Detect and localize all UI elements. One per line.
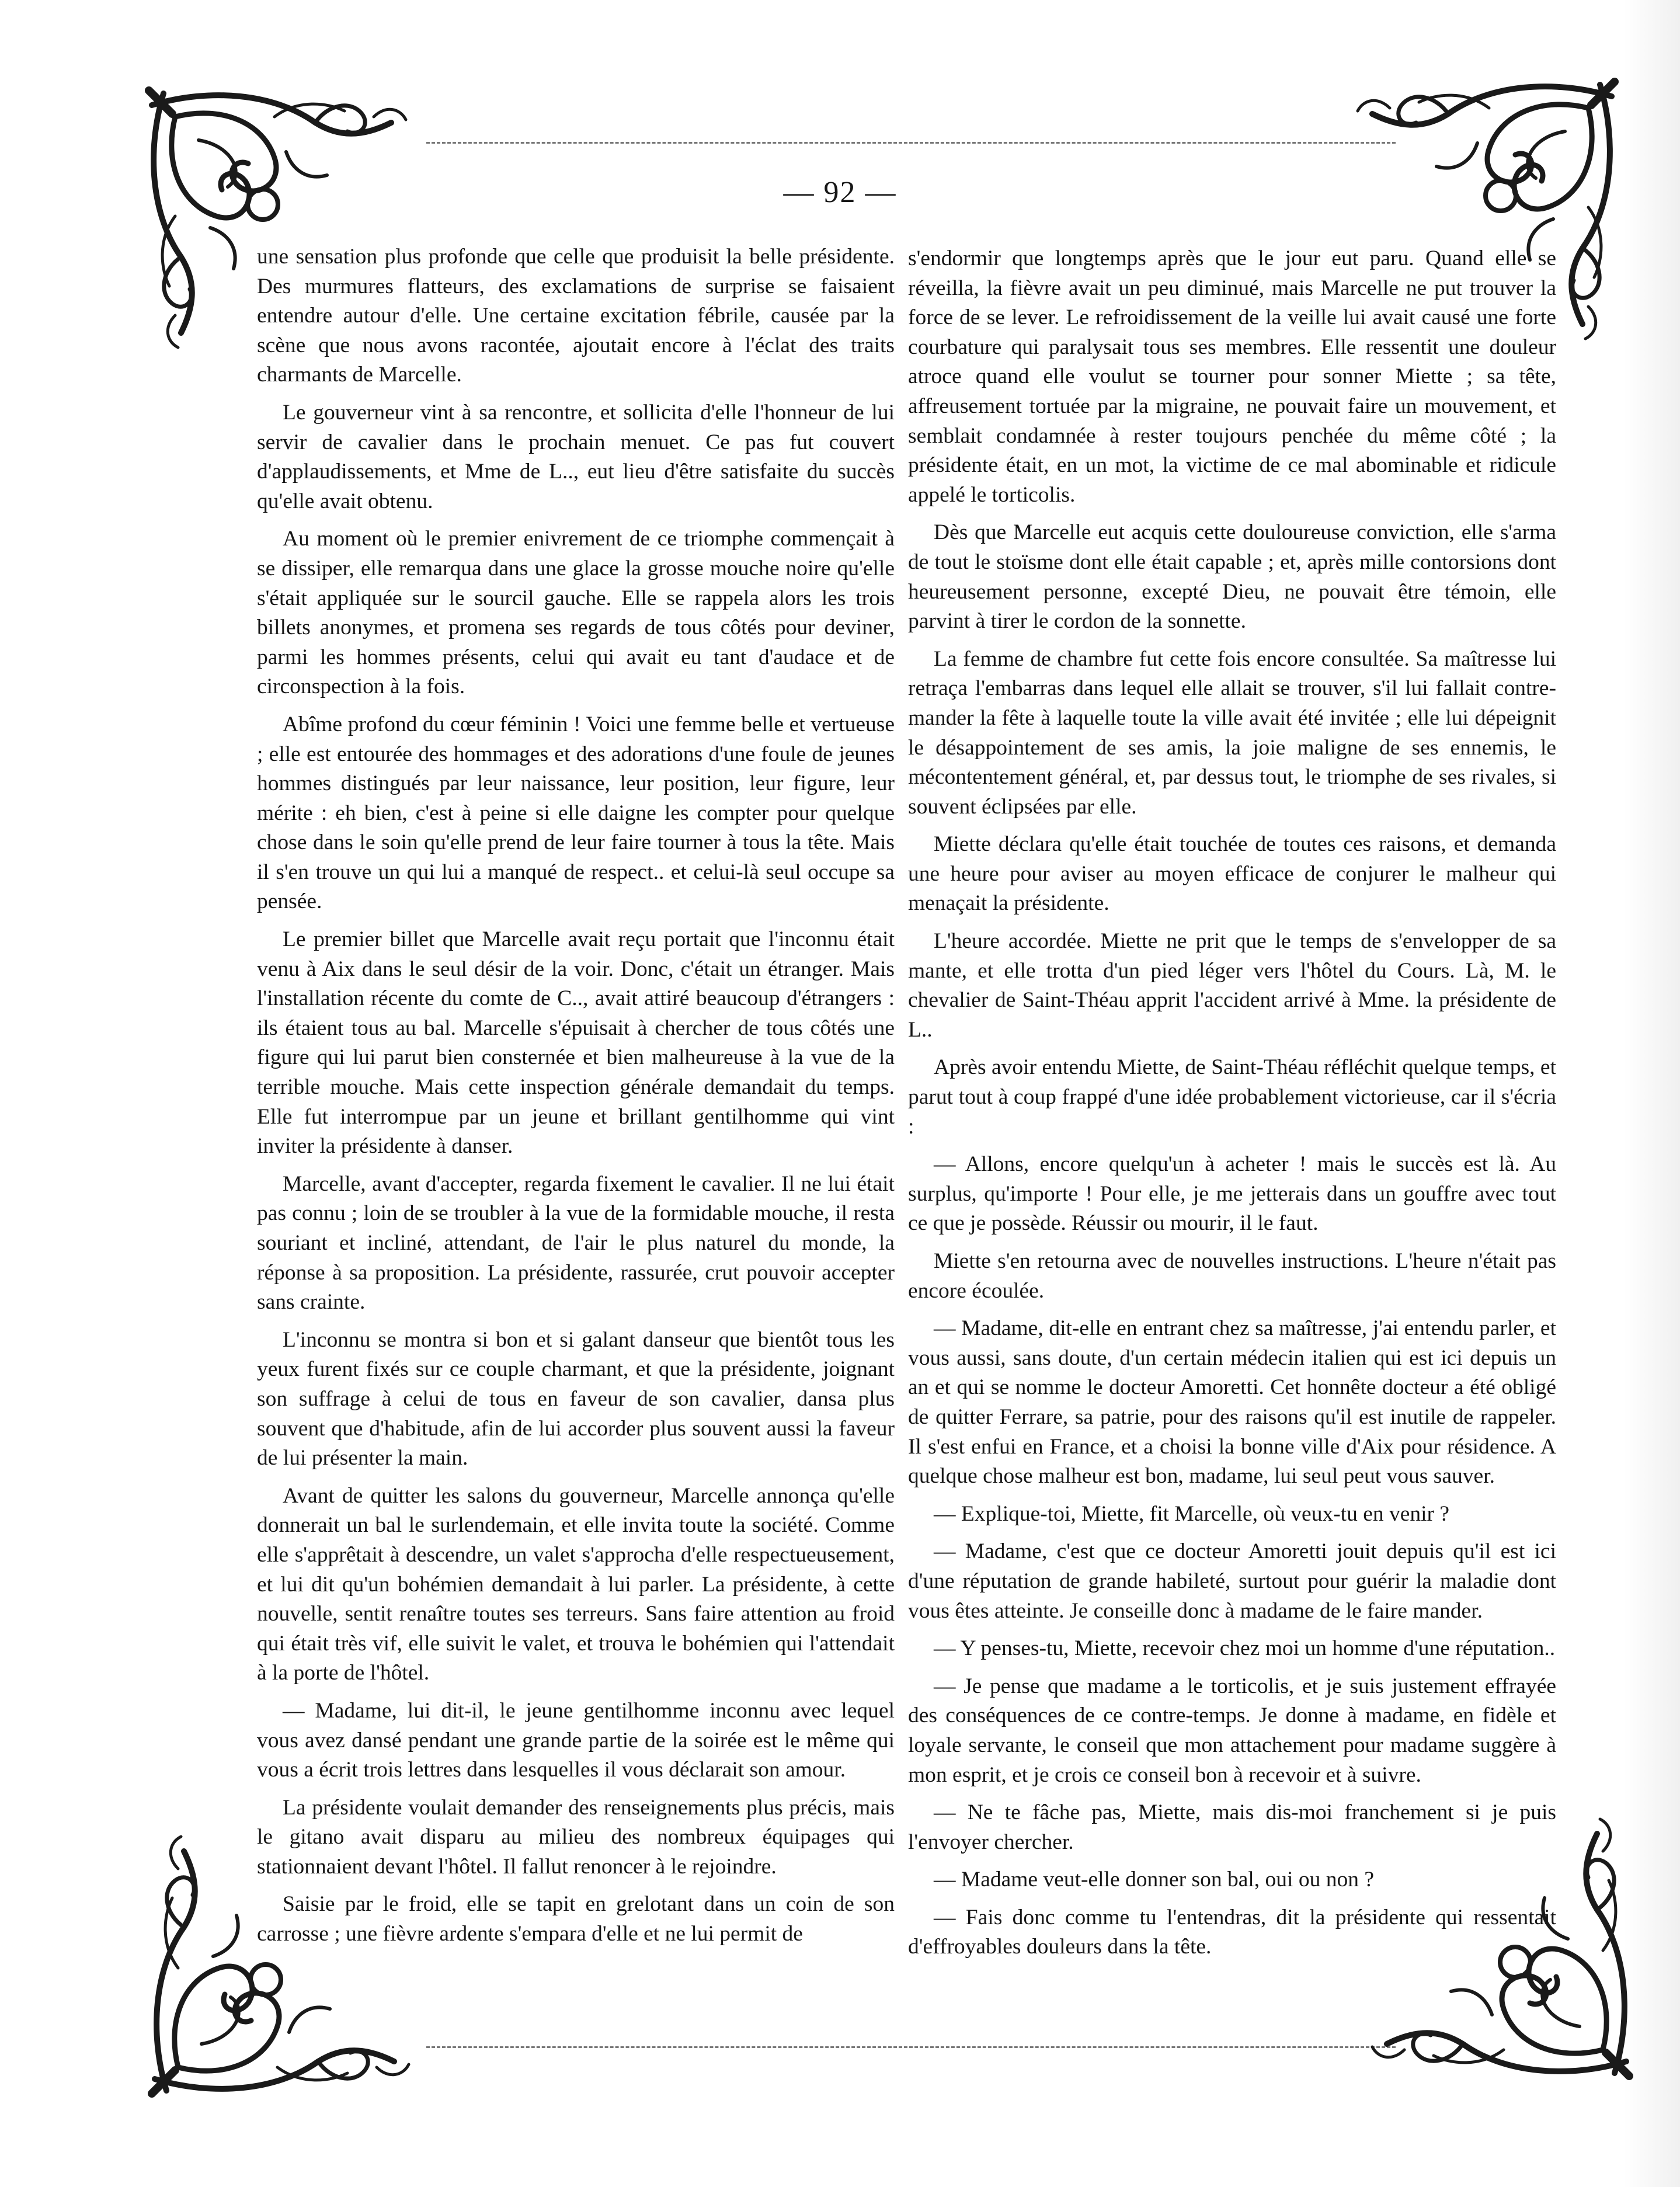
paragraph: Abîme profond du cœur féminin ! Voici une femme belle et vertueuse ; elle est entourée des hommages et des adorations d'une foule de jeunes hommes distingués par leur naissance, leur position, leur figure, leur mérite : eh bien, c'est à peine si elle daigne les compter pour quelque chose dans le soin qu'elle prend de leur faire tourner à tous la tête. Mais il s'en trouve un qui lui a manqué de respect.. et celui-là seul occupe sa pensée.	[257, 712, 895, 914]
paragraph: Saisie par le froid, elle se tapit en grelotant dans un coin de son carrosse ; une fièvre ardente s'empara d'elle et ne lui permit de	[257, 1892, 895, 1946]
paragraph: Avant de quitter les salons du gouverneur, Marcelle annonça qu'elle donnerait un bal le surlendemain, et elle invita toute la société. Comme elle s'apprêtait à descendre, un valet s'approcha d'elle respectueusement, et lui dit qu'un bohémien demandait à lui parler. La présidente, à cette nouvelle, sentit renaître toutes ses terreurs. Sans faire attention au froid qui était très vif, elle suivit le valet, et trouva le bohémien qui l'attendait à la porte de l'hôtel.	[257, 1483, 895, 1685]
paragraph: — Madame veut-elle donner son bal, oui ou non ?	[934, 1868, 1374, 1892]
paragraph: une sensation plus profonde que celle que produisit la belle présidente. Des murmures flatteurs, des exclamations de surprise se faisaient entendre autour d'elle. Une certaine excitation fébrile, causée par la scène que nous avons racontée, ajoutait encore à l'éclat des traits charmants de Marcelle.	[257, 245, 895, 387]
paragraph: L'inconnu se montra si bon et si galant danseur que bientôt tous les yeux furent fixés sur ce couple charmant, et que la présidente, joignant son suffrage à celui de tous en faveur de son cavalier, dansa plus souvent que d'habitude, afin de lui accorder plus souvent aussi la faveur de lui présenter la main.	[257, 1327, 895, 1470]
paragraph: — Allons, encore quelqu'un à acheter ! mais le succès est là. Au surplus, qu'importe ! Pour elle, je me jetterais dans un gouffre avec tout ce que je possède. Réussir ou mourir, il le faut.	[908, 1152, 1556, 1236]
left-text-column	[257, 242, 895, 1957]
paragraph: — Madame, c'est que ce docteur Amoretti jouit depuis qu'il est ici d'une réputation de grande habileté, surtout pour guérir la maladie dont vous êtes atteinte. Je conseille donc à madame de le faire mander.	[908, 1539, 1556, 1623]
paragraph: Le premier billet que Marcelle avait reçu portait que l'inconnu était venu à Aix dans le seul désir de la voir. Donc, c'était un étranger. Mais l'installation récente du comte de C.., avait attiré beaucoup d'étrangers : ils étaient tous au bal. Marcelle s'épuisait à chercher de tous côtés une figure qui lui parut bien consternée et bien malheureuse à la vue de la terrible mouche. Mais cette inspection générale demandait du temps. Elle fut interrompue par un jeune et brillant gentilhomme qui vint inviter la présidente à danser.	[257, 927, 895, 1159]
paragraph: — Fais donc comme tu l'entendras, dit la présidente qui ressentait d'effroyables douleurs dans la tête.	[908, 1905, 1556, 1959]
right-text-column	[908, 244, 1556, 1970]
page-number: — 92 —	[783, 176, 897, 209]
paragraph: — Ne te fâche pas, Miette, mais dis-moi franchement si je puis l'envoyer chercher.	[908, 1800, 1556, 1854]
bottom-frame-rule	[426, 2046, 1396, 2048]
paragraph: — Madame, lui dit-il, le jeune gentilhomme inconnu avec lequel vous avez dansé pendant une grande partie de la soirée est le même qui vous a écrit trois lettres dans lesquelles il vous déclarait son amour.	[257, 1698, 895, 1782]
paragraph: Miette s'en retourna avec de nouvelles instructions. L'heure n'était pas encore écoulée.	[908, 1249, 1556, 1303]
paragraph: Après avoir entendu Miette, de Saint-Théau réfléchit quelque temps, et parut tout à coup frappé d'une idée probablement victorieuse, car il s'écria :	[908, 1055, 1556, 1139]
top-frame-rule	[426, 142, 1396, 144]
paragraph: La présidente voulait demander des renseignements plus précis, mais le gitano avait disparu au milieu des nombreux équipages qui stationnaient devant l'hôtel. Il fallut renoncer à le rejoindre.	[257, 1795, 895, 1879]
paragraph: — Y penses-tu, Miette, recevoir chez moi un homme d'une réputation..	[934, 1636, 1556, 1661]
paragraph: La femme de chambre fut cette fois encore consultée. Sa maîtresse lui retraça l'embarras dans lequel elle allait se trouver, s'il lui fallait contre-mander la fête à laquelle toute la ville avait été invitée ; elle lui dépeignit le désappointement de ses amis, la joie maligne de ses ennemis, le mécontentement général, et, par dessus tout, le triomphe de ses rivales, si souvent éclipsées par elle.	[908, 646, 1556, 819]
paragraph: — Madame, dit-elle en entrant chez sa maîtresse, j'ai entendu parler, et vous aussi, sans doute, d'un certain médecin italien qui est ici depuis un an et qui se nomme le docteur Amoretti. Cet honnête docteur a été obligé de quitter Ferrare, sa patrie, pour des raisons qu'il est inutile de rappeler. Il s'est enfui en France, et a choisi la bonne ville d'Aix pour résidence. A quelque chose malheur est bon, madame, lui seul peut vous sauver.	[908, 1316, 1556, 1489]
paragraph: Le gouverneur vint à sa rencontre, et sollicita d'elle l'honneur de lui servir de cavalier dans le prochain menuet. Ce pas fut couvert d'applaudissements, et Mme de L.., eut lieu d'être satisfaite du succès qu'elle avait obtenu.	[257, 400, 895, 513]
paragraph: — Explique-toi, Miette, fit Marcelle, où veux-tu en venir ?	[934, 1501, 1450, 1526]
paragraph: Marcelle, avant d'accepter, regarda fixement le cavalier. Il ne lui était pas connu ; loin de se troubler à la vue de la formidable mouche, il resta souriant et incliné, attendant, de l'air le plus naturel du monde, la réponse à sa proposition. La présidente, rassurée, crut pouvoir accepter sans crainte.	[257, 1171, 895, 1315]
paragraph: L'heure accordée. Miette ne prit que le temps de s'envelopper de sa mante, et elle trotta d'un pied léger vers l'hôtel du Cours. Là, M. le chevalier de Saint-Théau apprit l'accident arrivé à Mme. la présidente de L..	[908, 929, 1556, 1042]
paragraph: s'endormir que longtemps après que le jour eut paru. Quand elle se réveilla, la fièvre avait un peu diminué, mais Marcelle ne put trouver la force de se lever. Le refroidissement de la veille lui avait causé une forte courbature qui paralysait tous ses membres. Elle ressentit une douleur atroce quand elle voulut se tourner pour sonner Miette ; sa tête, affreusement tortuée par la migraine, ne pouvait faire un mouvement, et semblait condamnée à rester toujours penchée du même côté ; la présidente était, en un mot, la victime de ce mal abominable et ridicule appelé le torticolis.	[908, 246, 1556, 507]
paragraph: Miette déclara qu'elle était touchée de toutes ces raisons, et demanda une heure pour aviser au moyen efficace de conjurer le malheur qui menaçait la présidente.	[908, 832, 1556, 916]
paragraph: Au moment où le premier enivrement de ce triomphe commençait à se dissiper, elle remarqua dans une glace la grosse mouche noire qu'elle s'était appliquée sur le sourcil gauche. Elle se rappela alors les trois billets anonymes, et promena ses regards de tous côtés pour deviner, parmi les hommes présents, celui qui avait eu tant d'audace et de circonspection à la fois.	[257, 527, 895, 699]
paragraph: Dès que Marcelle eut acquis cette douloureuse conviction, elle s'arma de tout le stoïsme dont elle était capable ; et, après mille contorsions dont heureusement personne, excepté Dieu, ne pouvait être témoin, elle parvint à tirer le cordon de la sonnette.	[908, 520, 1556, 634]
paragraph: — Je pense que madame a le torticolis, et je suis justement effrayée des conséquences de ce contre-temps. Je donne à madame, en fidèle et loyale servante, le conseil que mon attachement pour madame suggère à mon esprit, et je crois ce conseil bon à recevoir et à suivre.	[908, 1674, 1556, 1787]
